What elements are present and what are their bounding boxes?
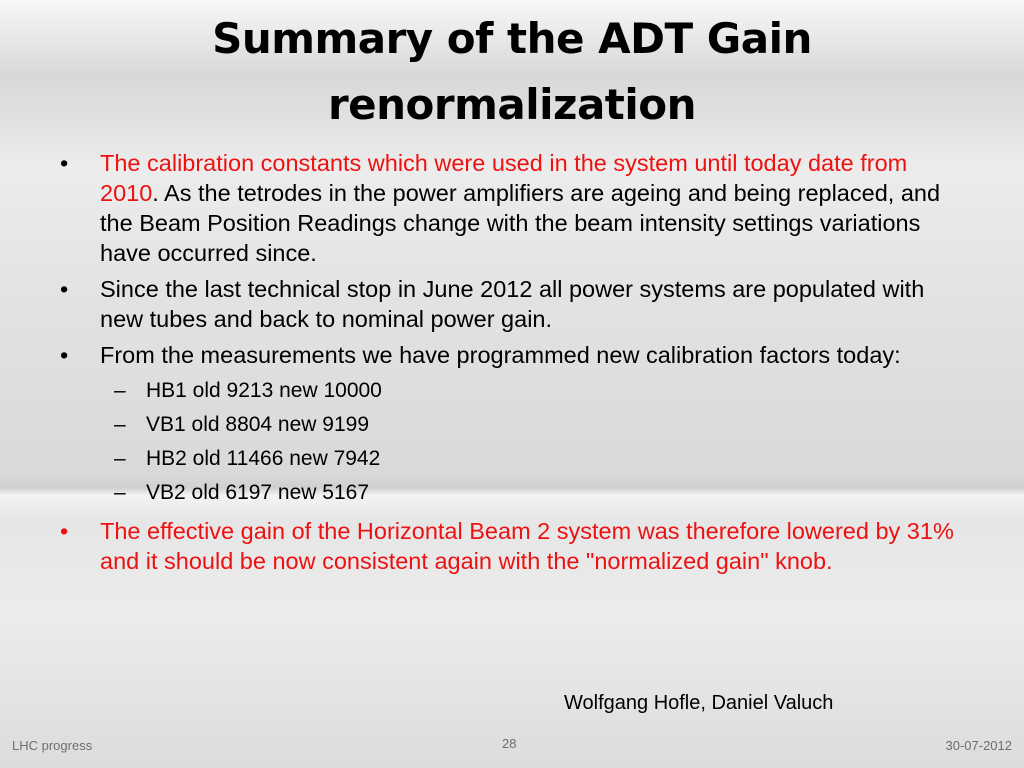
footer-presentation-name: LHC progress bbox=[12, 738, 93, 753]
bullet-dot-icon: • bbox=[60, 276, 69, 302]
sub-bullet-list bbox=[100, 374, 970, 510]
slide-body bbox=[60, 148, 970, 582]
bullet-item-1 bbox=[60, 148, 970, 268]
sub-bullet-item bbox=[114, 476, 970, 510]
bullet-3-text: From the measurements we have programmed new calibration factors today: bbox=[100, 342, 901, 368]
sub-bullet-text: VB2 old 6197 new 5167 bbox=[146, 481, 370, 504]
bullet-4-highlight: The effective gain of the Horizontal Beam 2 system was therefore lowered by 31% and it should be now consistent again with the "normalized gain" knob. bbox=[100, 518, 954, 574]
dash-icon: – bbox=[114, 413, 126, 436]
dash-icon: – bbox=[114, 447, 126, 470]
sub-bullet-item bbox=[114, 408, 970, 442]
bullet-item-3 bbox=[60, 340, 970, 510]
sub-bullet-item bbox=[114, 374, 970, 408]
bullet-1-highlight: The calibration constants which were used in the system until today date from 2010 bbox=[100, 150, 908, 206]
bullet-dot-icon: • bbox=[60, 518, 69, 544]
bullet-item-4 bbox=[60, 516, 970, 576]
slide-title-line-1: Summary of the ADT Gain bbox=[212, 14, 812, 63]
dash-icon: – bbox=[114, 481, 126, 504]
slide-title-line-2: renormalization bbox=[327, 80, 697, 129]
bullet-list bbox=[60, 148, 970, 576]
bullet-1-text: . As the tetrodes in the power amplifiers are ageing and being replaced, and the Beam Position Readings change with the beam intensity settings variations have occurred since. bbox=[100, 180, 941, 266]
authors: Wolfgang Hofle, Daniel Valuch bbox=[564, 692, 834, 714]
sub-bullet-item bbox=[114, 442, 970, 476]
dash-icon: – bbox=[114, 379, 126, 402]
bullet-dot-icon: • bbox=[60, 150, 69, 176]
bullet-item-2 bbox=[60, 274, 970, 334]
footer-date: 30-07-2012 bbox=[945, 738, 1012, 753]
sub-bullet-text: HB2 old 11466 new 7942 bbox=[146, 447, 381, 470]
slide-title bbox=[0, 6, 1024, 138]
sub-bullet-text: HB1 old 9213 new 10000 bbox=[146, 379, 382, 402]
bullet-dot-icon: • bbox=[60, 342, 69, 368]
footer-page-number: 28 bbox=[502, 736, 517, 751]
bullet-2-text: Since the last technical stop in June 2012 all power systems are populated with new tubes and back to nominal power gain. bbox=[100, 276, 925, 332]
sub-bullet-text: VB1 old 8804 new 9199 bbox=[146, 413, 370, 436]
